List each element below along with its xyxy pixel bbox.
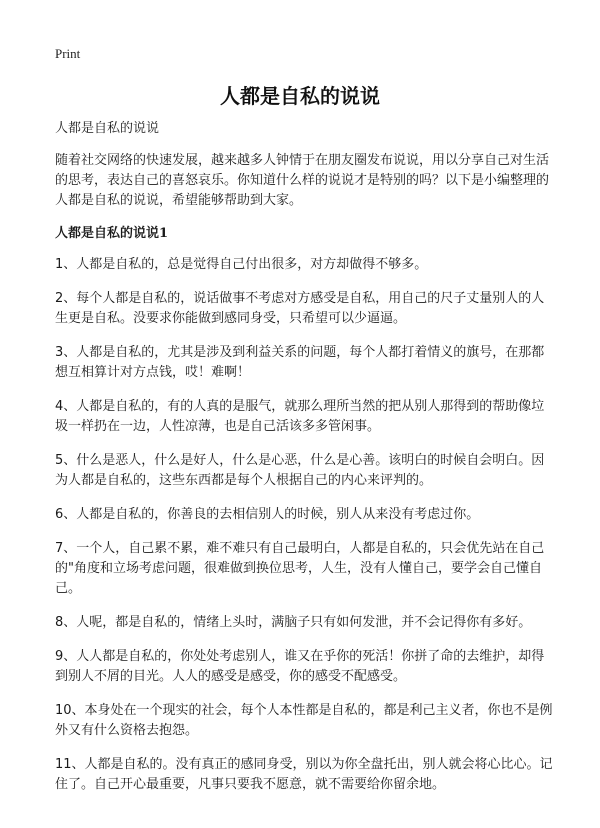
print-link[interactable]: Print [55, 46, 81, 61]
list-item: 5、什么是恶人，什么是好人，什么是心恶，什么是心善。该明白的时候自会明白。因为人都是自私的，这些东西都是每个人根据自己的内心来评判的。 [55, 453, 545, 488]
article-body [55, 119, 555, 809]
list-item: 8、人呢，都是自私的，情绪上头时，满脑子只有如何发泄，并不会记得你有多好。 [55, 615, 532, 630]
list-item: 7、一个人，自己累不累，难不难只有自己最明白，人都是自私的，只会优先站在自己的"角度和立场考虑问题，很难做到换位思考，人生，没有人懂自己，要学会自己懂自己。 [55, 541, 545, 596]
list-item: 10、本身处在一个现实的社会，每个人本性都是自私的，都是利己主义者，你也不是例外又有什么资格去抱怨。 [55, 703, 553, 738]
page-title: 人都是自私的说说 [220, 84, 380, 108]
list-item: 2、每个人都是自私的，说话做事不考虑对方感受是自私，用自己的尺子丈量别人的人生更是自私。没要求你能做到感同身受，只希望可以少逼逼。 [55, 291, 545, 326]
article-subtitle: 人都是自私的说说 [55, 121, 160, 136]
list-item: 9、人人都是自私的，你处处考虑别人，谁又在乎你的死活！你拼了命的去维护，却得到别人不屑的目光。人人的感受是感受，你的感受不配感受。 [55, 649, 545, 684]
intro-paragraph: 随着社交网络的快速发展，越来越多人钟情于在朋友圈发布说说，用以分享自己对生活的思考，表达自己的喜怒哀乐。你知道什么样的说说才是特别的吗？以下是小编整理的人都是自私的说说，希望能够帮助到大家。 [55, 153, 550, 208]
list-item: 3、人都是自私的，尤其是涉及到利益关系的问题，每个人都打着情义的旗号，在那都想互相算计对方点钱，哎！难啊！ [55, 345, 545, 380]
list-item: 6、人都是自私的，你善良的去相信别人的时候，别人从来没有考虑过你。 [55, 507, 480, 522]
list-item: 1、人都是自私的，总是觉得自己付出很多，对方却做得不够多。 [55, 257, 428, 272]
list-item: 11、人都是自私的。没有真正的感同身受，别以为你全盘托出，别人就会将心比心。记住了。自己开心最重要，凡事只要我不愿意，就不需要给你留余地。 [55, 757, 553, 792]
section-heading: 人都是自私的说说1 [55, 226, 169, 241]
list-item: 4、人都是自私的，有的人真的是服气，就那么理所当然的把从别人那得到的帮助像垃圾一样扔在一边，人性凉薄，也是自己活该多多管闲事。 [55, 399, 545, 434]
